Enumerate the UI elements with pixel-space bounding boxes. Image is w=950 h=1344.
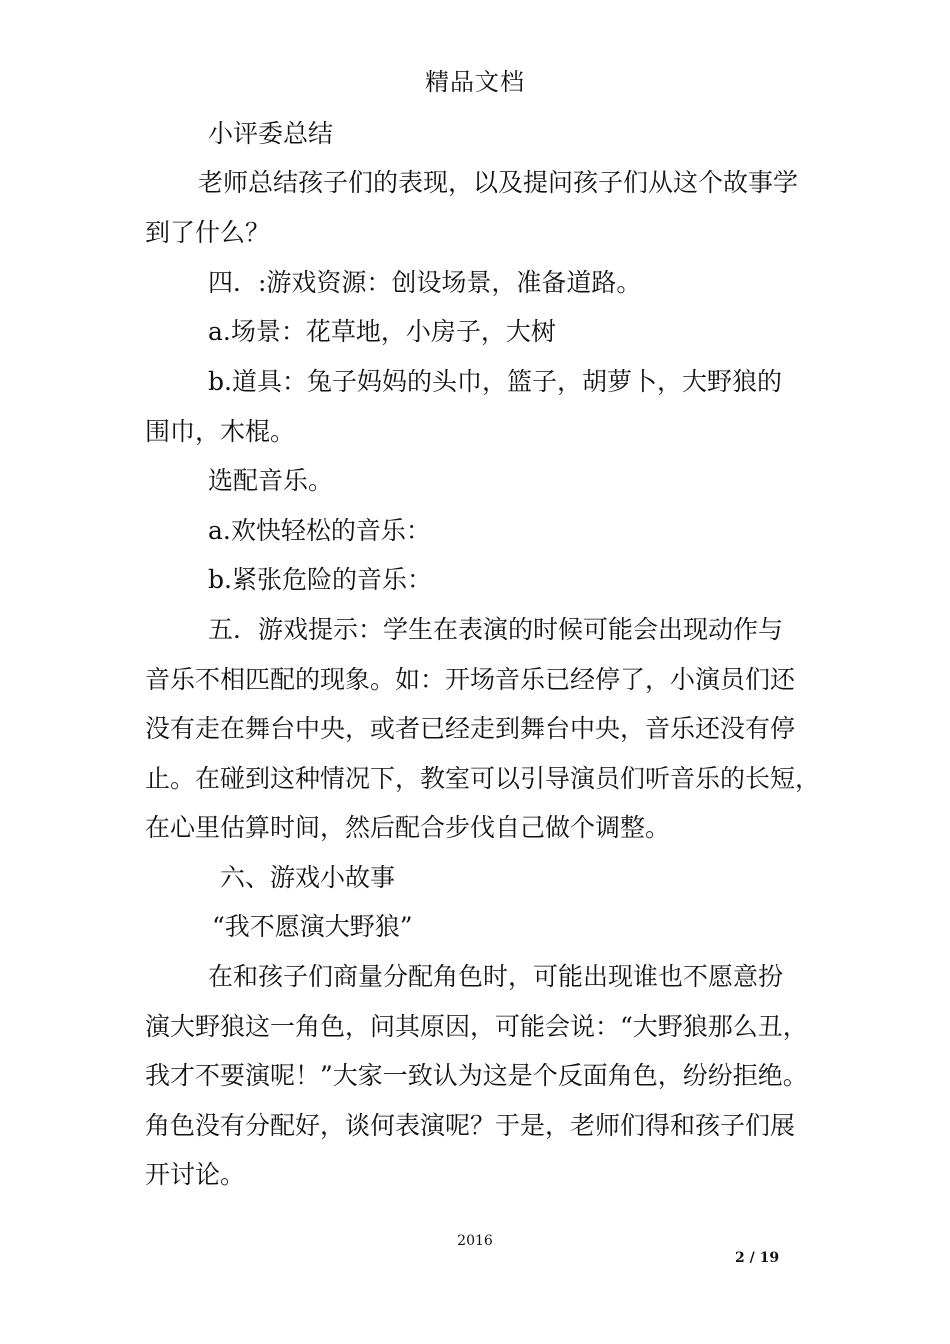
text-line: 小评委总结 [208,119,334,148]
text-line: 止。在碰到这种情况下，教室可以引导演员们听音乐的长短， [145,764,821,793]
text-line: 五．游戏提示：学生在表演的时候可能会出现动作与 [208,615,784,644]
text-line: 六、游戏小故事 [220,863,396,892]
text-line: 到了什么？ [145,218,271,247]
text-line: 四．:游戏资源：创设场景，准备道路。 [208,268,642,297]
text-line: 围巾，木棍。 [145,417,296,446]
text-line: 我才不要演呢！”大家一致认为这是个反面角色，纷纷拒绝。 [145,1061,808,1090]
text-line: 选配音乐。 [208,466,334,495]
footer-year: 2016 [457,1233,493,1249]
text-line: b.紧张危险的音乐： [208,565,432,594]
page-header-title: 精品文档 [425,68,525,96]
text-line: 没有走在舞台中央，或者已经走到舞台中央，音乐还没有停 [145,714,796,743]
text-line: 演大野狼这一角色，问其原因，可能会说：“大野狼那么丑， [145,1012,808,1041]
text-line: “我不愿演大野狼” [212,912,413,941]
text-line: a.欢快轻松的音乐： [208,516,431,545]
text-line: 角色没有分配好，谈何表演呢？于是，老师们得和孩子们展 [145,1111,796,1140]
text-line: a.场景：花草地，小房子，大树 [208,317,556,346]
page-number: 2 / 19 [735,1250,780,1266]
text-line: b.道具：兔子妈妈的头巾，篮子，胡萝卜，大野狼的 [208,367,782,396]
text-line: 音乐不相匹配的现象。如：开场音乐已经停了，小演员们还 [145,665,796,694]
text-line: 开讨论。 [145,1160,246,1189]
text-line: 老师总结孩子们的表现，以及提问孩子们从这个故事学 [198,168,799,197]
text-line: 在心里估算时间，然后配合步伐自己做个调整。 [145,813,671,842]
text-line: 在和孩子们商量分配角色时，可能出现谁也不愿意扮 [208,962,784,991]
